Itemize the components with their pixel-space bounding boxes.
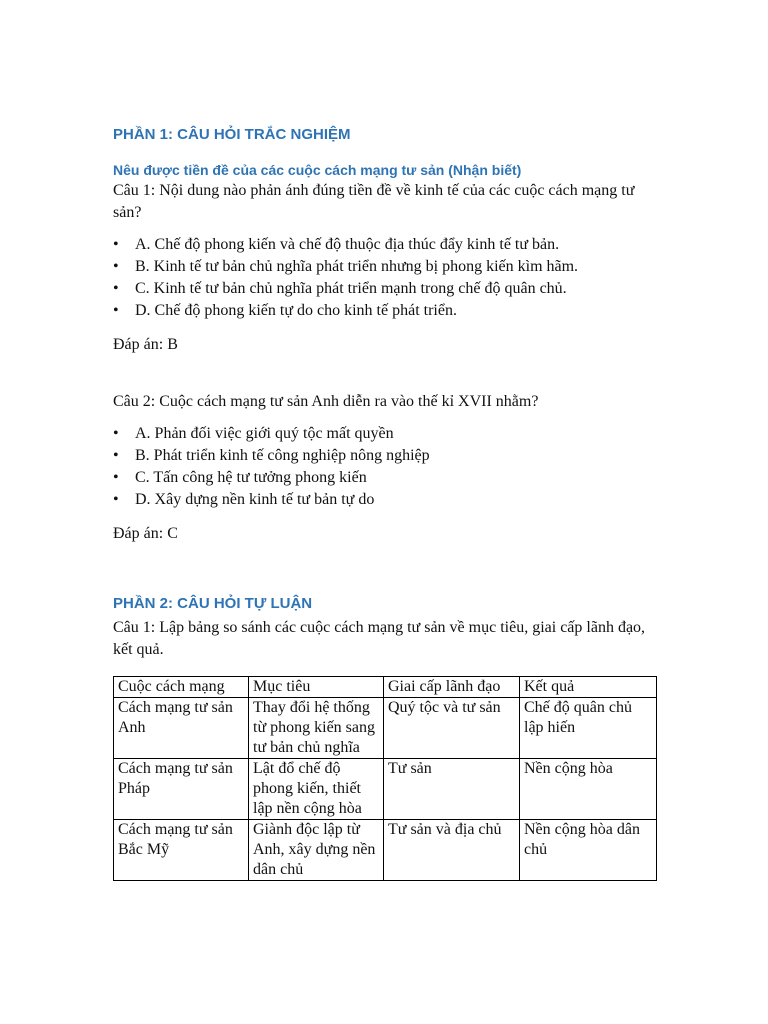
table-row — [114, 759, 657, 820]
table-cell: Nền cộng hòa dân chủ — [520, 820, 657, 881]
table-row — [114, 820, 657, 881]
bullet-icon: • — [113, 258, 119, 275]
option-item: • A. Phản đối việc giới quý tộc mất quyền — [113, 423, 658, 445]
bullet-icon: • — [113, 302, 119, 319]
question-1-options — [113, 234, 658, 322]
table-row — [114, 698, 657, 759]
option-item: • B. Kinh tế tư bản chủ nghĩa phát triển nhưng bị phong kiến kìm hãm. — [113, 256, 658, 278]
question-1-text: Câu 1: Nội dung nào phản ánh đúng tiền đề về kinh tế của các cuộc cách mạng tư sản? — [113, 182, 635, 221]
table-header-cell: Kết quả — [520, 677, 657, 698]
option-item: • B. Phát triển kinh tế công nghiệp nông nghiệp — [113, 445, 658, 467]
table-cell: Cách mạng tư sản Anh — [114, 698, 249, 759]
table-cell: Cách mạng tư sản Bắc Mỹ — [114, 820, 249, 881]
table-cell: Thay đổi hệ thống từ phong kiến sang tư bản chủ nghĩa — [249, 698, 384, 759]
option-item: • D. Chế độ phong kiến tự do cho kinh tế phát triển. — [113, 300, 658, 322]
document-page — [113, 124, 658, 881]
bullet-icon: • — [113, 425, 119, 442]
part2-question-text: Câu 1: Lập bảng so sánh các cuộc cách mạng tư sản về mục tiêu, giai cấp lãnh đạo, kết quả. — [113, 619, 646, 658]
comparison-table — [113, 676, 657, 881]
table-cell: Tư sản và địa chủ — [384, 820, 520, 881]
table-cell: Chế độ quân chủ lập hiến — [520, 698, 657, 759]
table-header-cell: Cuộc cách mạng — [114, 677, 249, 698]
table-cell: Giành độc lập từ Anh, xây dựng nền dân chủ — [249, 820, 384, 881]
question-2-options — [113, 423, 658, 511]
table-header-cell: Giai cấp lãnh đạo — [384, 677, 520, 698]
part1-heading: PHẦN 1: CÂU HỎI TRẮC NGHIỆM — [113, 126, 351, 143]
part1-subheading: Nêu được tiền đề của các cuộc cách mạng tư sản (Nhận biết) — [113, 162, 522, 178]
option-item: • A. Chế độ phong kiến và chế độ thuộc địa thúc đẩy kinh tế tư bản. — [113, 234, 658, 256]
table-header-row — [114, 677, 657, 698]
question-2-text: Câu 2: Cuộc cách mạng tư sản Anh diễn ra vào thế kỉ XVII nhằm? — [113, 393, 539, 410]
table-cell: Lật đổ chế độ phong kiến, thiết lập nền cộng hòa — [249, 759, 384, 820]
bullet-icon: • — [113, 280, 119, 297]
option-item: • C. Tấn công hệ tư tưởng phong kiến — [113, 467, 658, 489]
table-cell: Nền cộng hòa — [520, 759, 657, 820]
bullet-icon: • — [113, 236, 119, 253]
part2-heading: PHẦN 2: CÂU HỎI TỰ LUẬN — [113, 595, 313, 612]
bullet-icon: • — [113, 491, 119, 508]
table-cell: Quý tộc và tư sản — [384, 698, 520, 759]
bullet-icon: • — [113, 447, 119, 464]
question-1-answer: Đáp án: B — [113, 336, 178, 353]
option-item: • C. Kinh tế tư bản chủ nghĩa phát triển mạnh trong chế độ quân chủ. — [113, 278, 658, 300]
bullet-icon: • — [113, 469, 119, 486]
question-2-answer: Đáp án: C — [113, 525, 178, 542]
option-item: • D. Xây dựng nền kinh tế tư bản tự do — [113, 489, 658, 511]
table-cell: Tư sản — [384, 759, 520, 820]
table-cell: Cách mạng tư sản Pháp — [114, 759, 249, 820]
table-header-cell: Mục tiêu — [249, 677, 384, 698]
